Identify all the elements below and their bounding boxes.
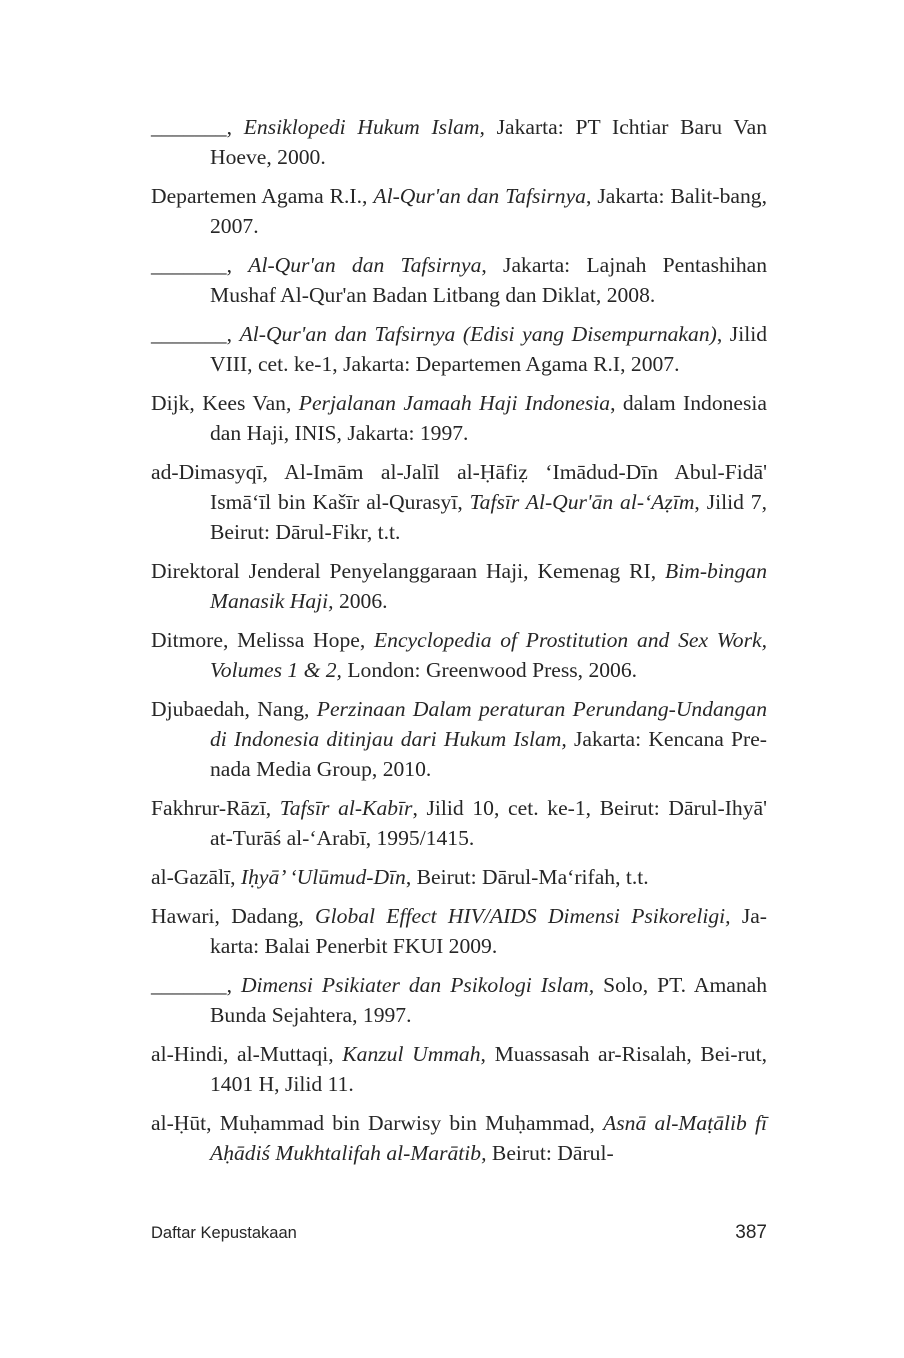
entry-publication: , Jakarta: Lajnah Pentashihan Mushaf Al-Qur'an Badan Litbang dan Diklat, 2008. xyxy=(210,253,768,307)
entry-publication: 2006. xyxy=(333,589,388,613)
entry-publication: , dalam Indonesia dan Haji, INIS, Jakarta: 1997. xyxy=(210,391,767,445)
entry-author: Djubaedah, Nang, xyxy=(151,697,317,721)
bibliography-entry xyxy=(151,793,767,853)
entry-title: Perzinaan Dalam peraturan Perundang-Undangan di Indonesia ditinjau dari Hukum Islam, xyxy=(210,697,767,751)
entry-author: al-Ḥūt, Muḥammad bin Darwisy bin Muḥammad, xyxy=(151,1111,604,1135)
entry-title: Al-Qur'an dan Tafsirnya xyxy=(248,253,482,277)
entry-publication: , Beirut: Dārul-Ma‘rifah, t.t. xyxy=(405,865,649,889)
entry-author: ad-Dimasyqī, Al-Imām al-Jalīl al-Ḥāfiẓ ‘Imādud-Dīn Abul-Fidā' Ismā‘īl bin Kašīr al-Qurasyī, xyxy=(151,460,767,514)
entry-title: Global Effect HIV/AIDS Dimensi Psikoreligi, xyxy=(315,904,731,928)
entry-publication: , Jilid 10, cet. ke-1, Beirut: Dārul-Ihyā' at-Turāś al-‘Arabī, 1995/1415. xyxy=(210,796,767,850)
entry-author: _______, xyxy=(151,973,241,997)
entry-title: Ensiklopedi Hukum Islam, xyxy=(243,115,485,139)
entry-publication: , Jilid VIII, cet. ke-1, Jakarta: Departemen Agama R.I, 2007. xyxy=(210,322,767,376)
entry-title: Tafsīr al-Kabīr xyxy=(279,796,413,820)
bibliography xyxy=(151,112,767,1177)
entry-publication: Ja-karta: Balai Penerbit FKUI 2009. xyxy=(210,904,767,958)
entry-author: Ditmore, Melissa Hope, xyxy=(151,628,374,652)
bibliography-entry xyxy=(151,112,767,172)
entry-publication: Jakarta: Kencana Pre-nada Media Group, 2010. xyxy=(210,727,768,781)
entry-publication: Jakarta: PT Ichtiar Baru Van Hoeve, 2000. xyxy=(210,115,768,169)
entry-title: Kanzul Ummah xyxy=(342,1042,481,1066)
entry-title: Asnā al-Maṭālib fī Aḥādiś Mukhtalifah al-Marātib, xyxy=(210,1111,767,1165)
entry-author: Departemen Agama R.I., xyxy=(151,184,374,208)
entry-title: Bim-bingan Manasik Haji, xyxy=(210,559,767,613)
entry-publication: Beirut: Dārul- xyxy=(486,1141,614,1165)
entry-publication: , Jilid 7, Beirut: Dārul-Fikr, t.t. xyxy=(210,490,767,544)
entry-publication: London: Greenwood Press, 2006. xyxy=(341,658,638,682)
entry-publication: , Jakarta: Balit-bang, 2007. xyxy=(210,184,767,238)
entry-title: Al-Qur'an dan Tafsirnya (Edisi yang Disempurnakan) xyxy=(239,322,717,346)
entry-title: Encyclopedia of Prostitution and Sex Work, Volumes 1 & 2, xyxy=(210,628,767,682)
bibliography-entry xyxy=(151,862,767,892)
entry-author: Dijk, Kees Van, xyxy=(151,391,299,415)
entry-author: Hawari, Dadang, xyxy=(151,904,316,928)
bibliography-entry xyxy=(151,181,767,241)
entry-publication: , Muassasah ar-Risalah, Bei-rut, 1401 H, Jilid 11. xyxy=(210,1042,767,1096)
entry-author: Direktoral Jenderal Penyelanggaraan Haji, Kemenag RI, xyxy=(151,559,666,583)
bibliography-entry xyxy=(151,1108,767,1168)
bibliography-entry xyxy=(151,457,767,547)
entry-title: Dimensi Psikiater dan Psikologi Islam, xyxy=(240,973,595,997)
bibliography-entry xyxy=(151,388,767,448)
bibliography-entry xyxy=(151,556,767,616)
entry-title: Tafsīr Al-Qur'ān al-‘Aẓīm xyxy=(469,490,695,514)
running-footer-title: Daftar Kepustakaan xyxy=(151,1224,297,1242)
bibliography-entry xyxy=(151,625,767,685)
entry-author: _______, xyxy=(151,322,240,346)
bibliography-entry xyxy=(151,694,767,784)
bibliography-entry xyxy=(151,970,767,1030)
bibliography-entry xyxy=(151,1039,767,1099)
bibliography-entry xyxy=(151,319,767,379)
entry-author: Fakhrur-Rāzī, xyxy=(151,796,280,820)
entry-title: Al-Qur'an dan Tafsirnya xyxy=(373,184,586,208)
entry-author: al-Hindi, al-Muttaqi, xyxy=(151,1042,343,1066)
entry-author: al-Gazālī, xyxy=(151,865,241,889)
bibliography-entry xyxy=(151,901,767,961)
page-number: 387 xyxy=(735,1222,767,1243)
page-footer xyxy=(151,1222,767,1244)
entry-title: Iḥyā’ ‘Ulūmud-Dīn xyxy=(240,865,406,889)
entry-title: Perjalanan Jamaah Haji Indonesia xyxy=(298,391,611,415)
bibliography-entry xyxy=(151,250,767,310)
entry-author: _______, xyxy=(151,115,244,139)
entry-publication: Solo, PT. Amanah Bunda Sejahtera, 1997. xyxy=(210,973,768,1027)
entry-author: _______, xyxy=(151,253,249,277)
